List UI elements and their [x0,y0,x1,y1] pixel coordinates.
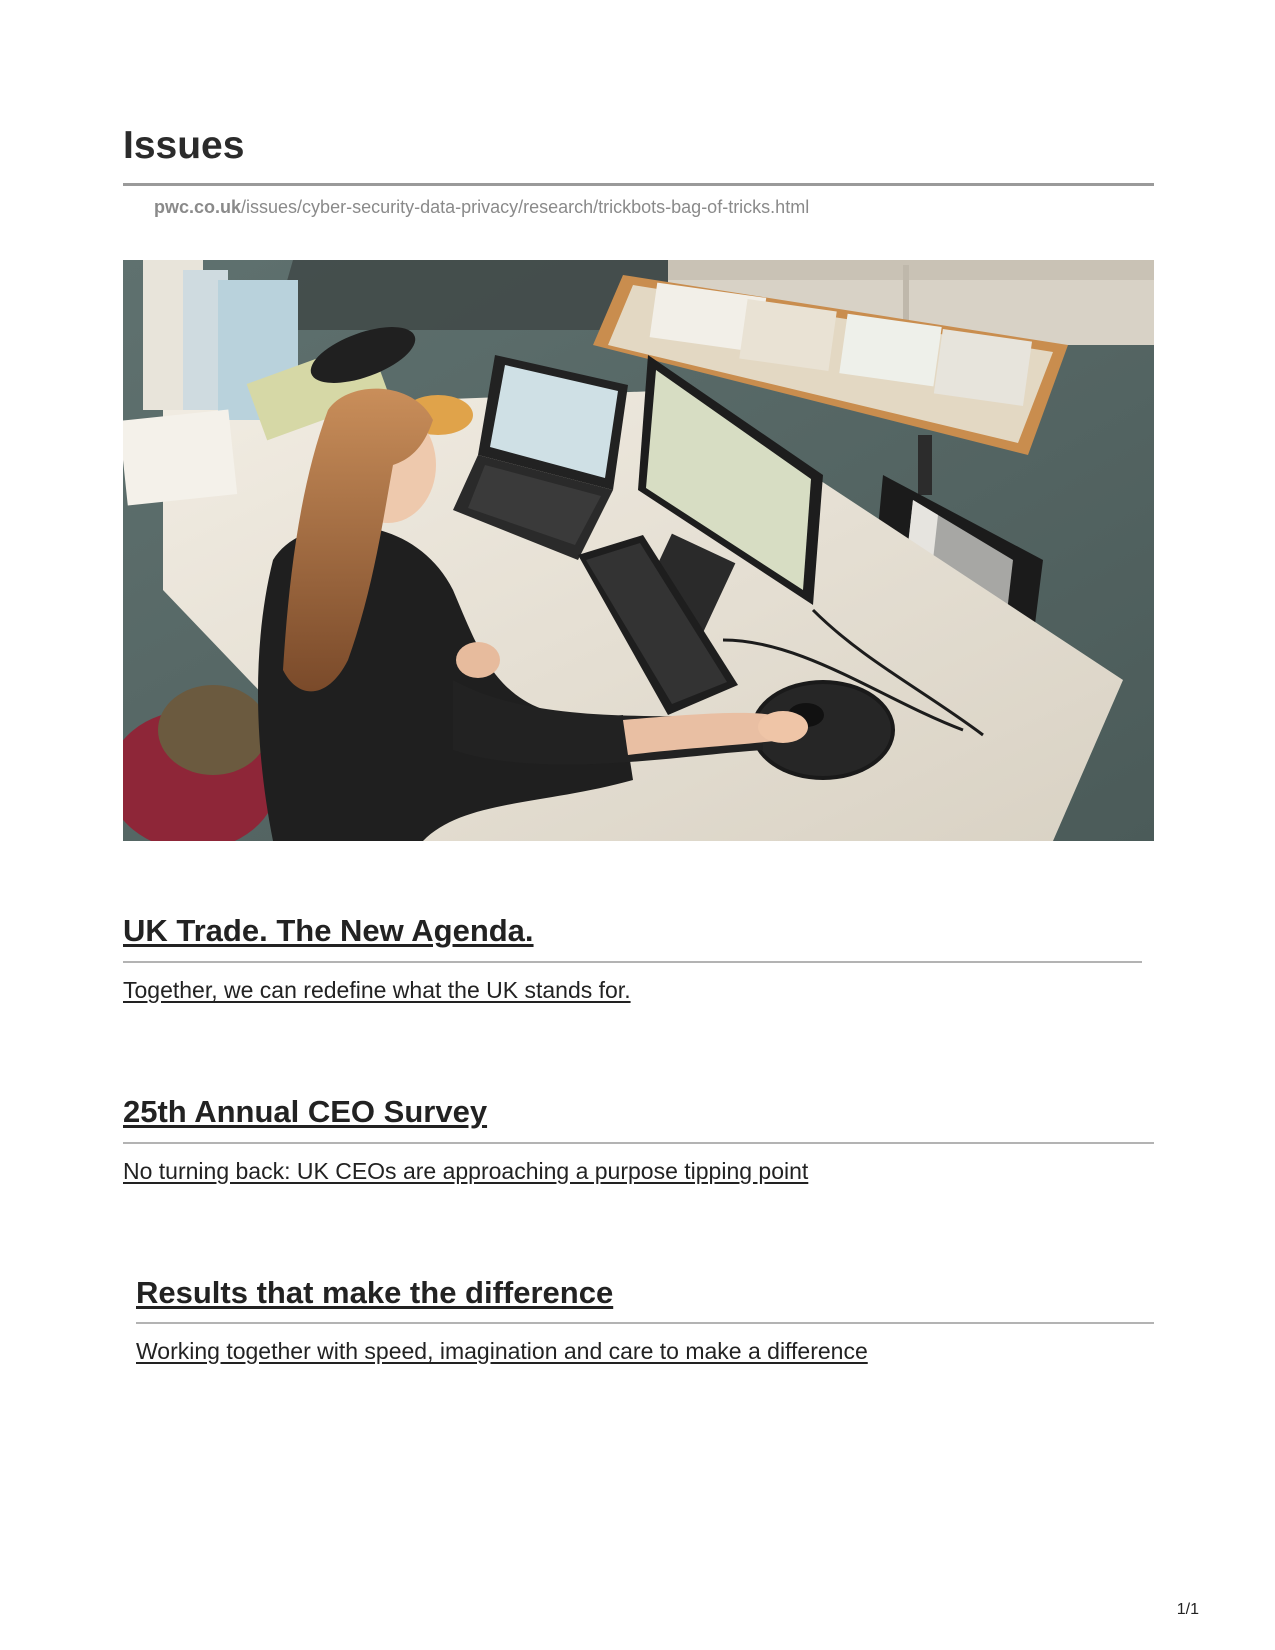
title-divider [123,183,1154,186]
section-description-results[interactable]: Working together with speed, imagination and care to make a difference [136,1338,868,1364]
section-title-ceo-survey[interactable]: 25th Annual CEO Survey [123,1094,488,1129]
section-title-results[interactable]: Results that make the difference [136,1275,614,1310]
source-domain: pwc.co.uk [154,197,242,217]
section-divider [136,1322,1154,1324]
hero-image [123,260,1154,841]
section-description-uk-trade[interactable]: Together, we can redefine what the UK stands for. [123,977,631,1003]
hero-photo-illustration [123,260,1154,841]
source-path: /issues/cyber-security-data-privacy/research/trickbots-bag-of-tricks.html [241,197,810,217]
page-number: 1/1 [1176,1601,1199,1618]
source-url [154,197,809,218]
section-title-uk-trade[interactable]: UK Trade. The New Agenda. [123,913,534,948]
section-description-ceo-survey[interactable]: No turning back: UK CEOs are approaching a purpose tipping point [123,1158,809,1184]
section-divider [123,961,1142,963]
section-divider [123,1142,1154,1144]
page-title: Issues [123,124,245,167]
